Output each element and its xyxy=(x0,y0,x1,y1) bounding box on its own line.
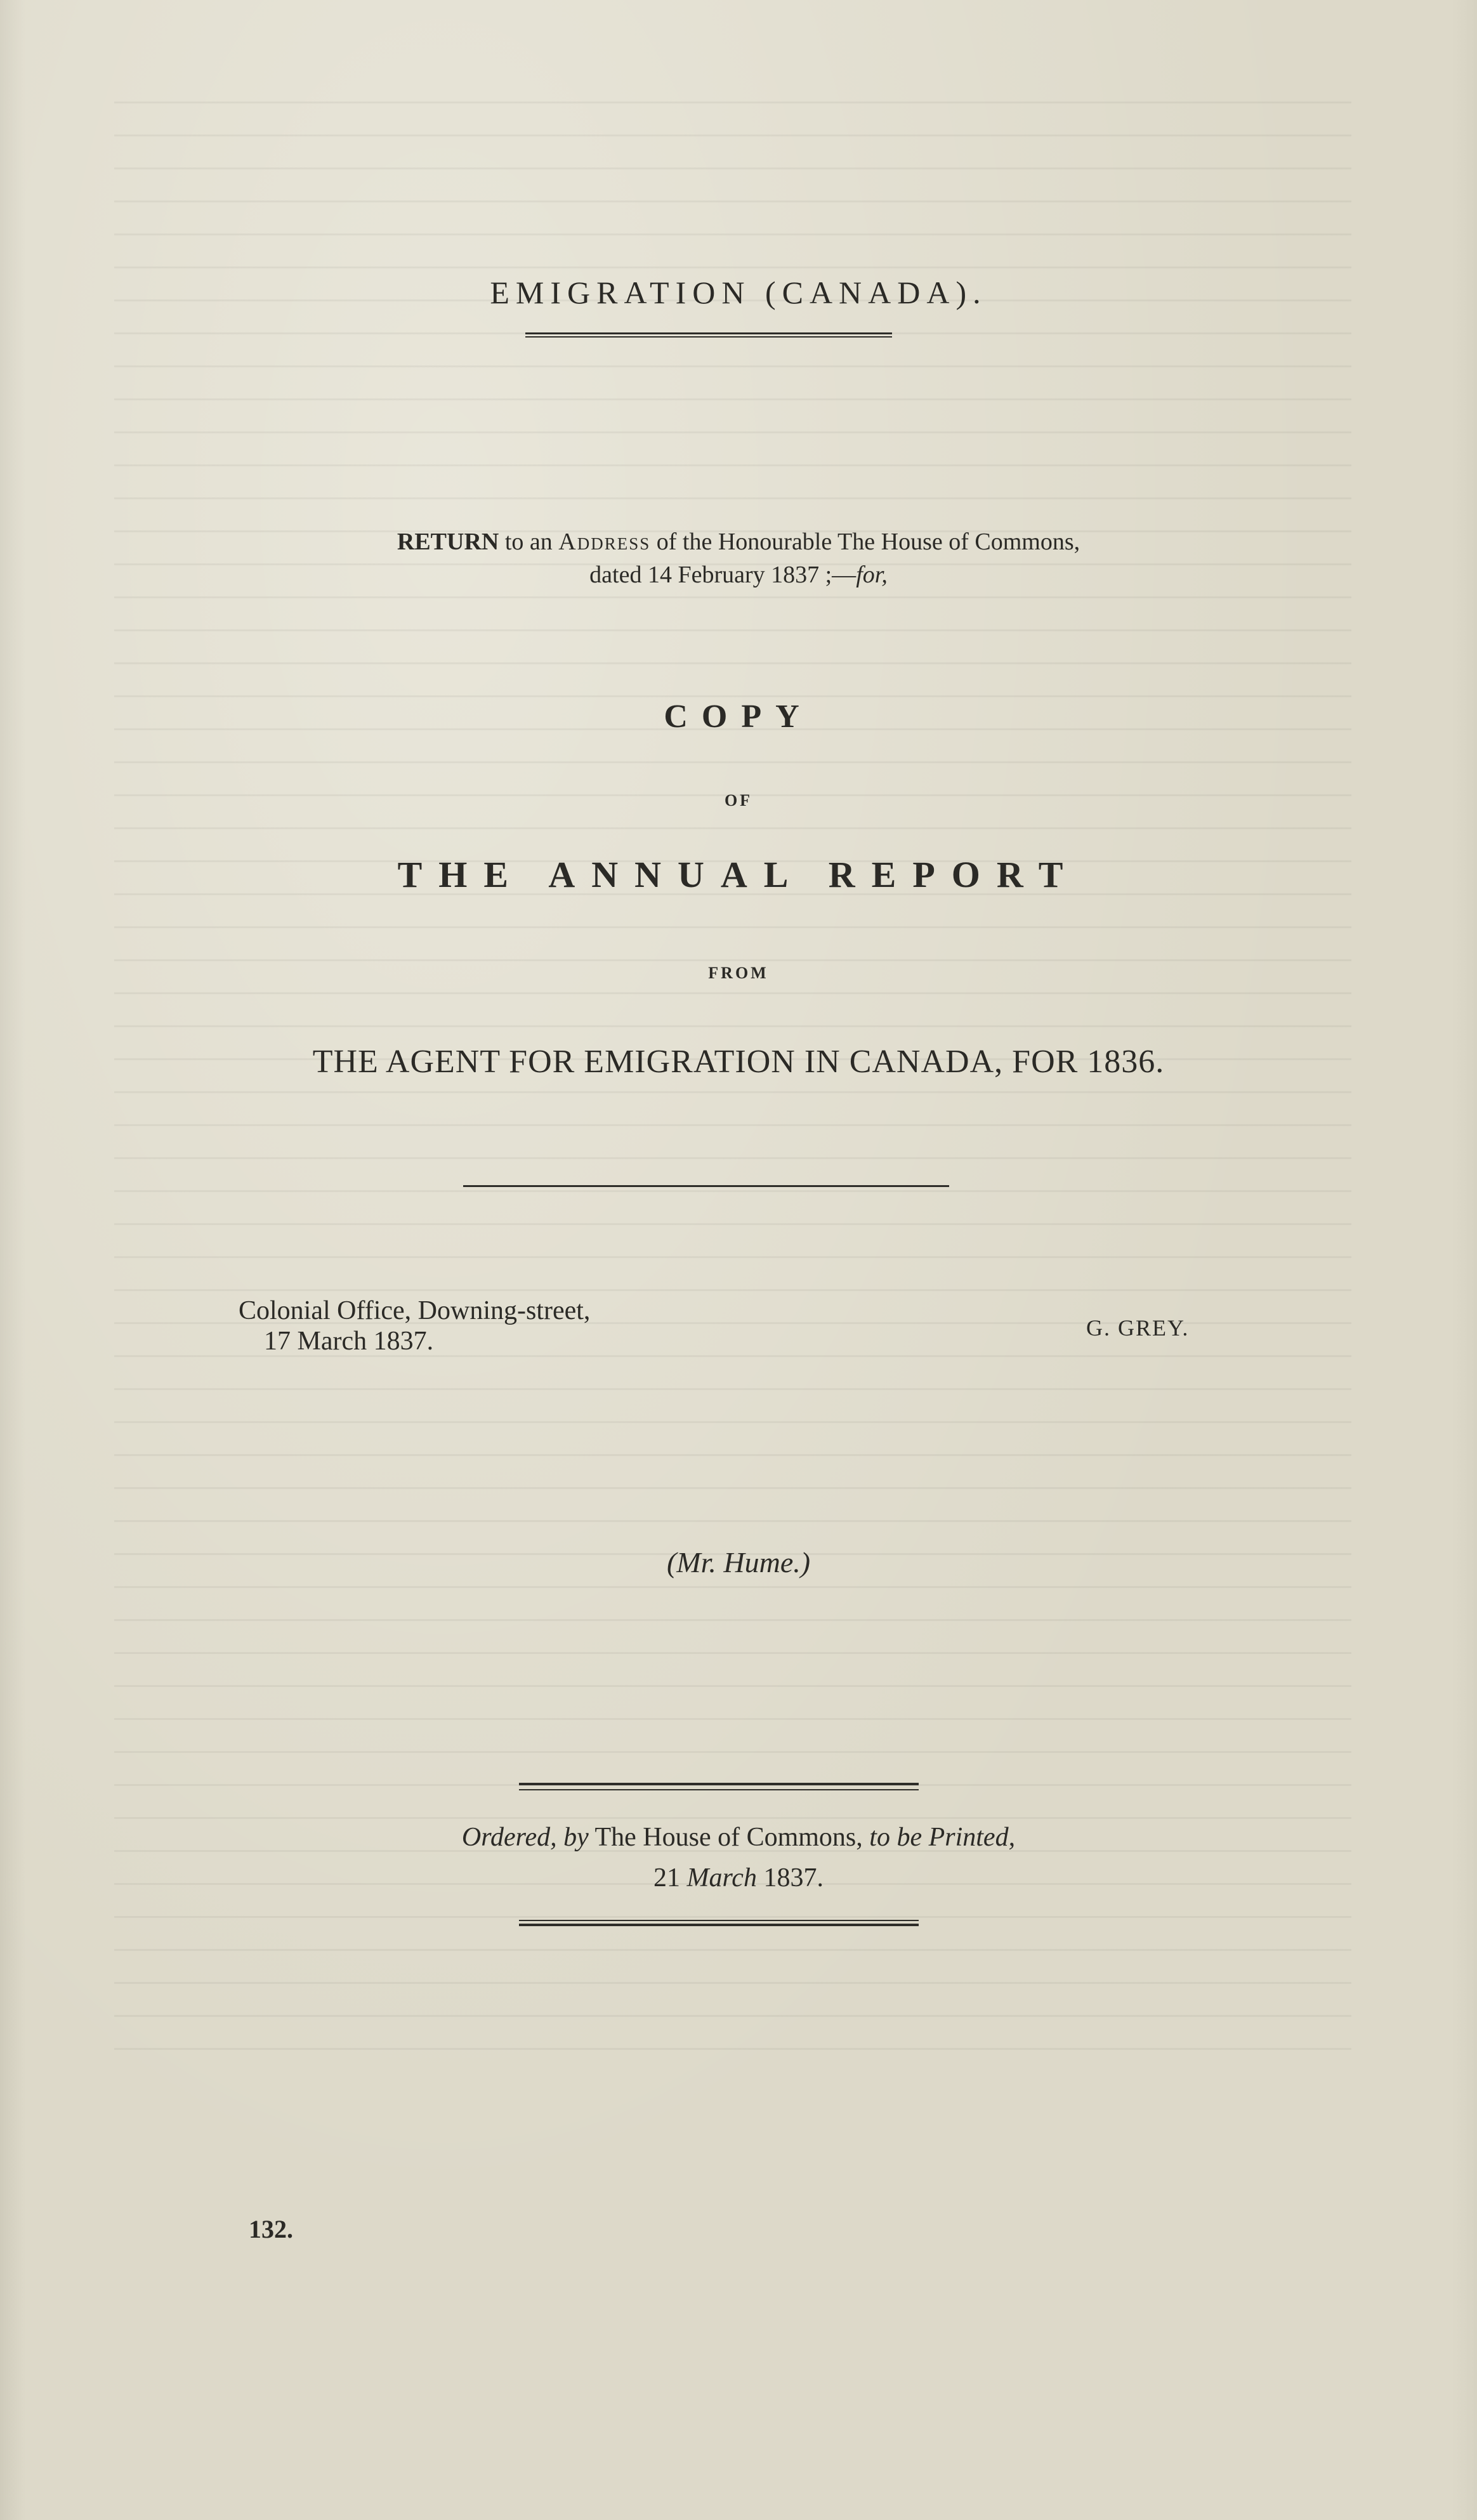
copy-heading: COPY xyxy=(664,699,813,735)
return-to-an: to an xyxy=(499,528,559,555)
return-line2-for: for, xyxy=(856,561,888,588)
printing-order xyxy=(0,1817,1477,1898)
ordered-c: to be Printed, xyxy=(869,1823,1016,1852)
return-address-word: Address xyxy=(558,528,651,555)
title-rule-bottom xyxy=(525,336,892,338)
ordered-line-2 xyxy=(0,1858,1477,1898)
order-rule-top-b xyxy=(519,1789,919,1790)
agent-heading: THE AGENT FOR EMIGRATION IN CANADA, FOR 1836. xyxy=(312,1044,1165,1080)
section-divider xyxy=(463,1185,949,1187)
show-through-texture xyxy=(114,102,1351,2068)
return-rest-line1: of the Honourable The House of Commons, xyxy=(650,528,1080,555)
order-rule-top-a xyxy=(519,1783,919,1785)
report-heading: THE ANNUAL REPORT xyxy=(397,854,1080,895)
order-rule-bottom-a xyxy=(519,1920,919,1921)
order-rule-bottom-b xyxy=(519,1924,919,1926)
member-name: (Mr. Hume.) xyxy=(666,1546,811,1578)
of-word: OF xyxy=(724,791,753,810)
return-lead: RETURN xyxy=(397,528,499,555)
ordered-b: The House of Commons, xyxy=(588,1823,870,1852)
return-line-2 xyxy=(0,558,1477,591)
ordered-line-1 xyxy=(0,1817,1477,1858)
from-word: FROM xyxy=(708,964,769,982)
return-line2-a: dated 14 February 1837 ;— xyxy=(589,561,857,588)
office-line-1: Colonial Office, Downing-street, xyxy=(239,1296,591,1325)
ordered-a: Ordered, by xyxy=(461,1823,589,1852)
title-rule-top xyxy=(525,332,892,334)
return-line-1 xyxy=(0,525,1477,558)
signer-name: G. GREY. xyxy=(1086,1315,1190,1341)
document-title: EMIGRATION (CANADA). xyxy=(490,275,987,310)
ordered-date-a: 21 xyxy=(653,1863,687,1893)
page-number: 132. xyxy=(249,2215,293,2243)
ordered-date-month: March xyxy=(686,1863,757,1893)
office-address xyxy=(239,1296,590,1356)
return-address-paragraph xyxy=(0,525,1477,591)
office-line-2: 17 March 1837. xyxy=(264,1327,434,1356)
ordered-date-b: 1837. xyxy=(756,1863,824,1893)
